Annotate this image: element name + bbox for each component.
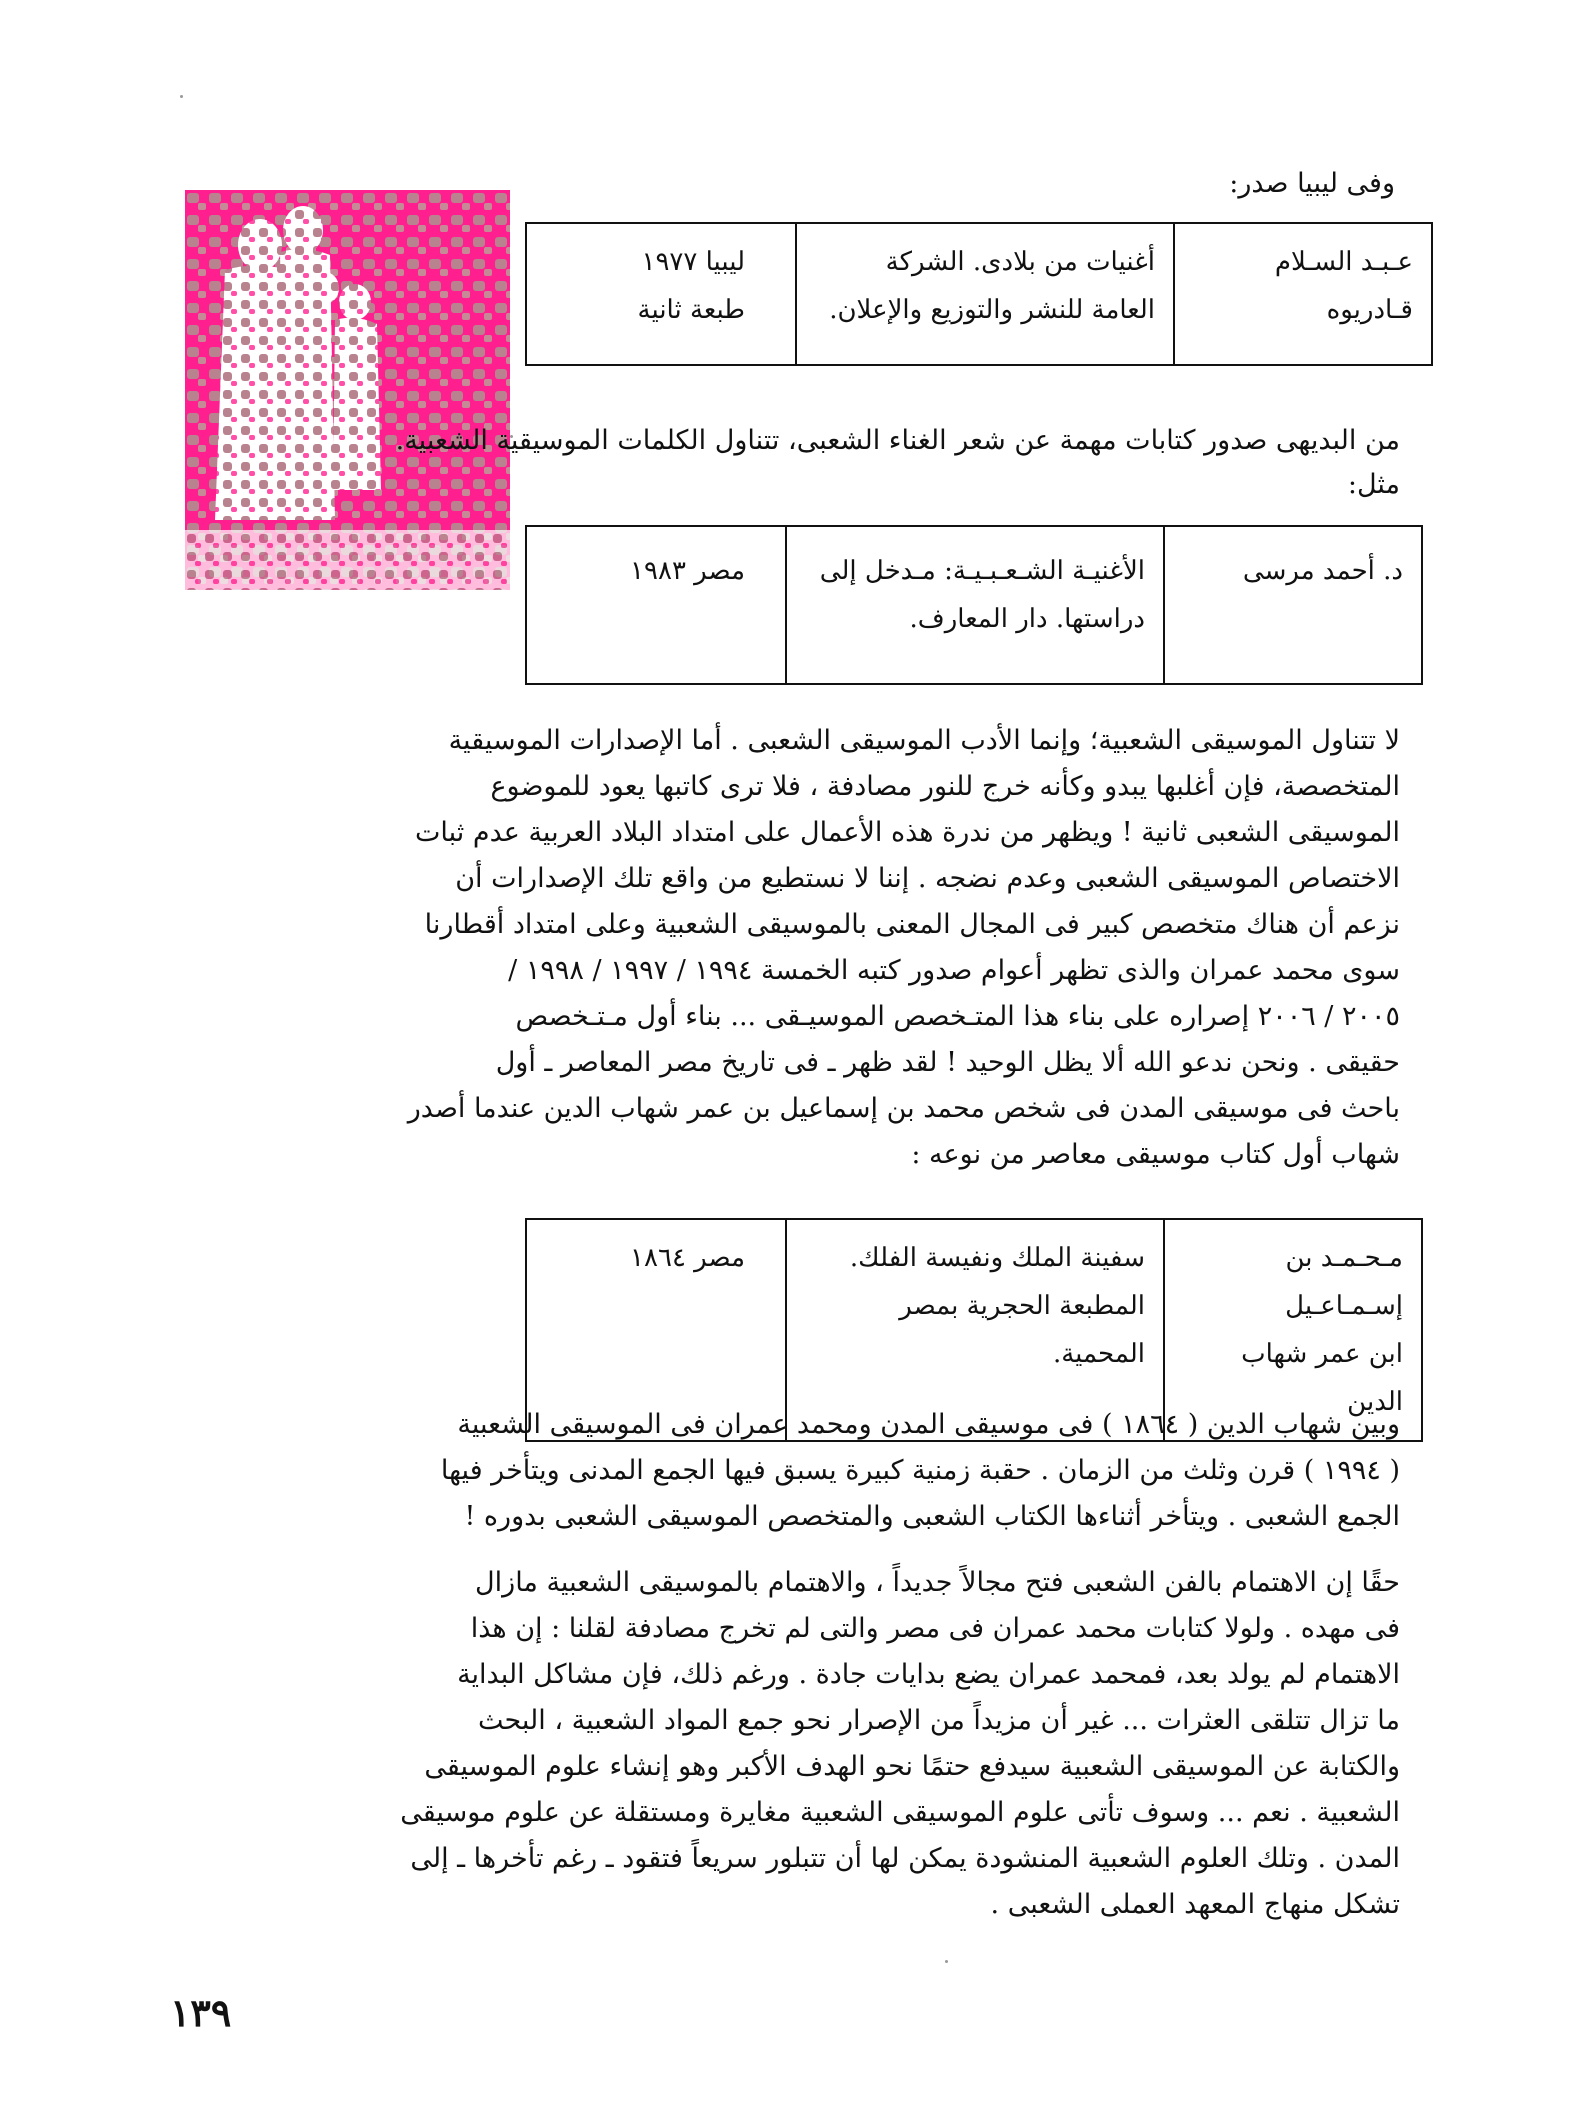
libya-heading: وفى ليبيا صدر:: [1229, 168, 1395, 199]
title-text: سفينة الملك ونفيسة الفلك. المطبعة الحجرية بمصر المحمية.: [849, 1243, 1145, 1369]
reference-table-1: [525, 222, 1433, 366]
place-cell: [526, 526, 786, 684]
paragraph-line: وبين شهاب الدين ( ١٨٦٤ ) فى موسيقى المدن ومحمد عمران فى الموسيقى الشعبية: [457, 1409, 1400, 1440]
paragraph-line: نزعم أن هناك متخصص كبير فى المجال المعنى بالموسيقى الشعبية وعلى امتداد أقطارنا: [424, 909, 1400, 940]
title-text: الأغنيـة الشـعـبـيـة: مـدخل إلى دراستها. دار المعارف.: [819, 556, 1145, 634]
paragraph-line: والكتابة عن الموسيقى الشعبية سيدفع حتمًا نحو الهدف الأكبر وهو إنشاء علوم الموسيقى: [424, 1751, 1400, 1782]
author-text: ابن عمر شهاب الدين: [1241, 1339, 1403, 1417]
author-text: د. أحمد مرسى: [1242, 556, 1403, 586]
edition-text: طبعة ثانية: [637, 295, 745, 325]
title-text: أغنيات من بلادى. الشركة العامة للنشر والتوزيع والإعلان.: [829, 247, 1155, 325]
paragraph-line: الاختصاص الموسيقى الشعبى وعدم نضجه . إننا لا نستطيع من واقع تلك الإصدارات أن: [455, 863, 1400, 894]
paragraph-line: ما تزال تتلقى العثرات ... غير أن مزيداً من الإصرار نحو جمع المواد الشعبية ، البحث: [477, 1705, 1400, 1736]
paragraph-line: ( ١٩٩٤ ) قرن وثلث من الزمان . حقبة زمنية كبيرة يسبق فيها الجمع المدنى ويتأخر فيها: [440, 1455, 1400, 1486]
author-cell: [1164, 526, 1422, 684]
speck: [945, 1960, 948, 1963]
paragraph-line: المتخصصة، فإن أغلبها يبدو وكأنه خرج للنور مصادفة ، فلا ترى كاتبها يعود للموضوع: [490, 771, 1400, 802]
place-text: مصر ١٨٦٤: [630, 1243, 745, 1273]
intro-line-1: من البديهى صدور كتابات مهمة عن شعر الغناء الشعبى، تتناول الكلمات الموسيقية الشعبية.: [395, 425, 1400, 456]
paragraph-line: باحث فى موسيقى المدن فى شخص محمد بن إسماعيل بن عمر شهاب الدين عندما أصدر: [407, 1093, 1400, 1124]
paragraph-line: حقًا إن الاهتمام بالفن الشعبى فتح مجالاً جديداً ، والاهتمام بالموسيقى الشعبية مازال: [475, 1567, 1400, 1598]
speck: [180, 95, 183, 98]
family-photo-image: [185, 190, 510, 590]
paragraph-line: الجمع الشعبى . ويتأخر أثناءها الكتاب الشعبى والمتخصص الموسيقى الشعبى بدوره !: [464, 1501, 1400, 1532]
intro-line-2: مثل:: [1347, 469, 1400, 500]
paragraph-line: الموسيقى الشعبى ثانية ! ويظهر من ندرة هذه الأعمال على امتداد البلاد العربية عدم ثبات: [414, 817, 1400, 848]
place-text: ليبيا ١٩٧٧: [641, 247, 745, 277]
paragraph-line: حقيقى . ونحن ندعو الله ألا يظل الوحيد ! لقد ظهر ـ فى تاريخ مصر المعاصر ـ أول: [495, 1047, 1400, 1078]
reference-table-2: [525, 525, 1423, 685]
place-cell: [526, 223, 796, 365]
paragraph-line: سوى محمد عمران والذى تظهر أعوام صدور كتبه الخمسة ١٩٩٤ / ١٩٩٧ / ١٩٩٨ /: [508, 955, 1400, 986]
title-cell: [796, 223, 1174, 365]
paragraph-line: فى مهده . ولولا كتابات محمد عمران فى مصر والتى لم تخرج مصادفة لقلنا : إن هذا: [470, 1613, 1400, 1644]
author-text: مـحـمـد بن إسـمـاعـيل: [1285, 1243, 1403, 1321]
paragraph-line: الشعبية . نعم ... وسوف تأتى علوم الموسيقى الشعبية مغايرة ومستقلة عن علوم موسيقى: [400, 1797, 1400, 1828]
paragraph-line: ٢٠٠٥ / ٢٠٠٦ إصراره على بناء هذا المتـخصص الموسيـقى ... بناء أول مـتـخصص: [515, 1001, 1400, 1032]
family-photo: [185, 190, 510, 590]
paragraph-line: شهاب أول كتاب موسيقى معاصر من نوعه :: [911, 1139, 1400, 1170]
page-number: ١٣٩: [170, 1990, 232, 2035]
paragraph-line: المدن . وتلك العلوم الشعبية المنشودة يمكن لها أن تتبلور سريعاً فتقود ـ رغم تأخرها ـ إلى: [410, 1843, 1400, 1874]
title-cell: [786, 526, 1164, 684]
paragraph-line: تشكل منهاج المعهد العملى الشعبى .: [990, 1889, 1400, 1920]
place-text: مصر ١٩٨٣: [630, 556, 745, 586]
author-text: عـبـد السـلام قـادريوه: [1274, 247, 1413, 325]
paragraph-line: لا تتناول الموسيقى الشعبية؛ وإنما الأدب الموسيقى الشعبى . أما الإصدارات الموسيقية: [448, 725, 1400, 756]
author-cell: [1174, 223, 1432, 365]
paragraph-line: الاهتمام لم يولد بعد، فمحمد عمران يضع بدايات جادة . ورغم ذلك، فإن مشاكل البداية: [457, 1659, 1400, 1690]
